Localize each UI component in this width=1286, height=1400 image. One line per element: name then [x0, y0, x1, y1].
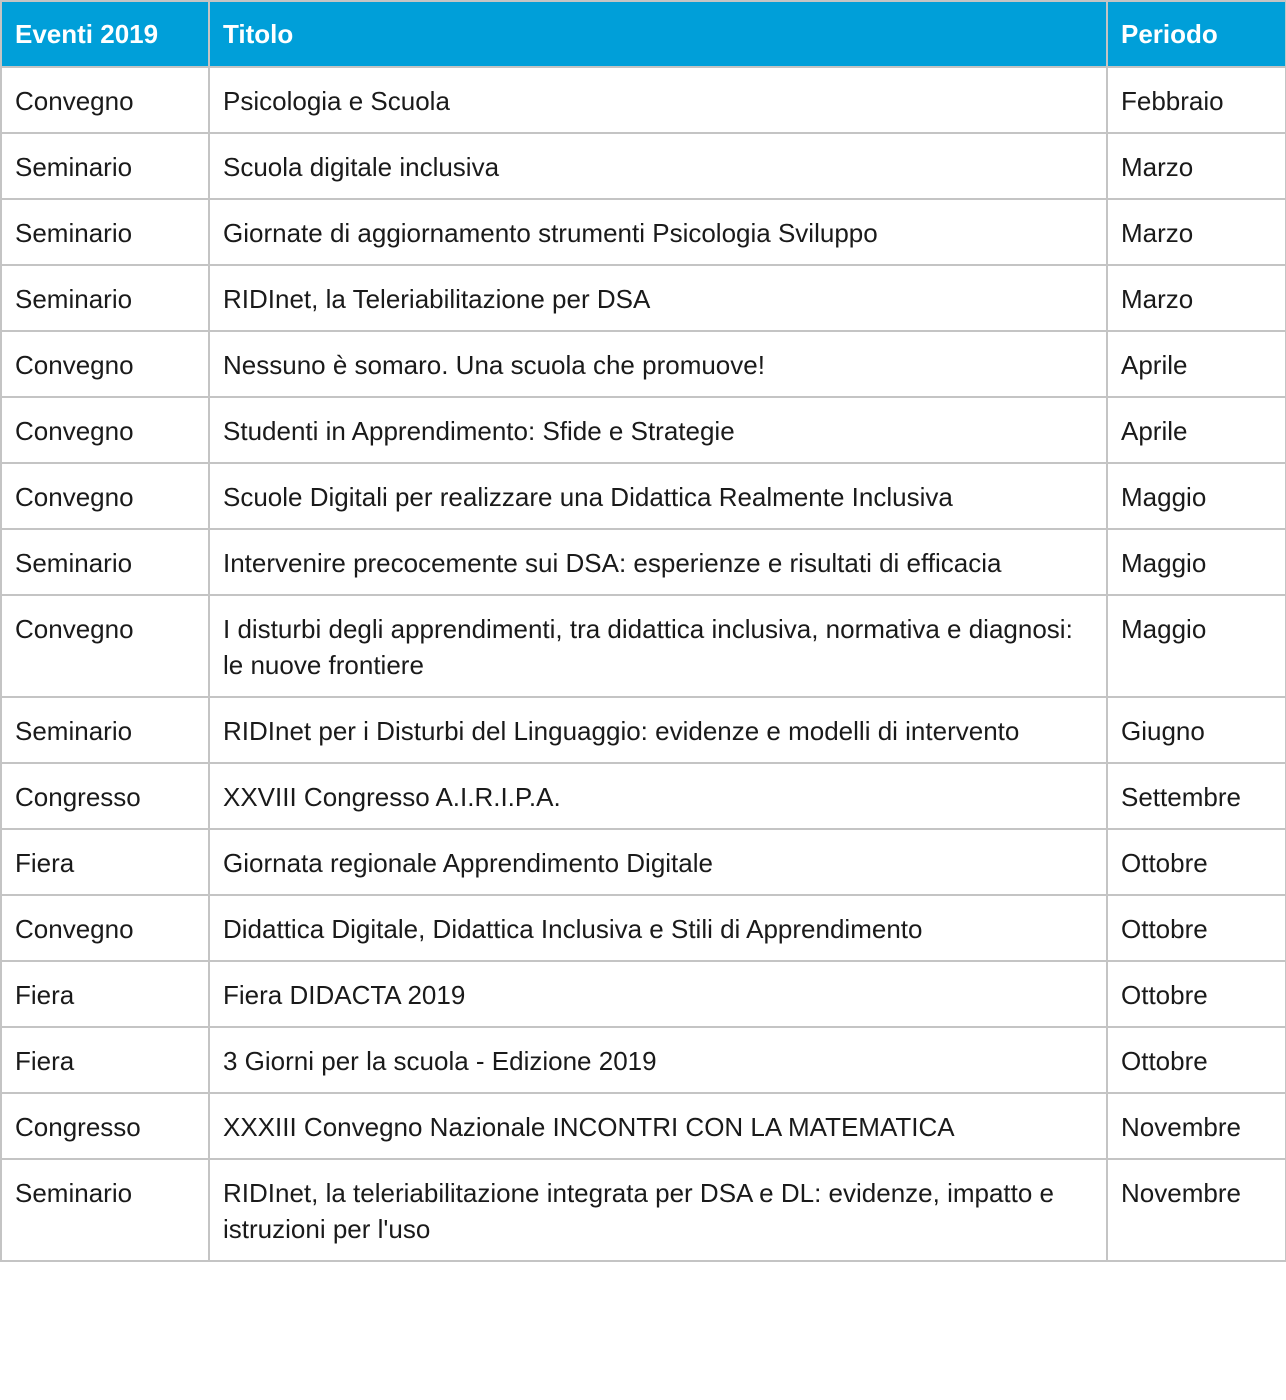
table-row — [1, 199, 1286, 265]
cell-title: Psicologia e Scuola — [209, 67, 1107, 133]
header-period: Periodo — [1107, 1, 1286, 67]
cell-period: Maggio — [1107, 529, 1286, 595]
cell-title: Nessuno è somaro. Una scuola che promuove! — [209, 331, 1107, 397]
cell-period: Aprile — [1107, 331, 1286, 397]
cell-period: Marzo — [1107, 265, 1286, 331]
table-row — [1, 463, 1286, 529]
cell-event-type: Fiera — [1, 1027, 209, 1093]
cell-period: Settembre — [1107, 763, 1286, 829]
cell-event-type: Congresso — [1, 1093, 209, 1159]
table-row — [1, 397, 1286, 463]
cell-event-type: Convegno — [1, 331, 209, 397]
cell-title: RIDInet, la Teleriabilitazione per DSA — [209, 265, 1107, 331]
cell-period: Marzo — [1107, 199, 1286, 265]
header-event-type: Eventi 2019 — [1, 1, 209, 67]
table-row — [1, 829, 1286, 895]
cell-period: Maggio — [1107, 463, 1286, 529]
table-row — [1, 67, 1286, 133]
cell-period: Febbraio — [1107, 67, 1286, 133]
cell-period: Novembre — [1107, 1093, 1286, 1159]
cell-title: I disturbi degli apprendimenti, tra didattica inclusiva, normativa e diagnosi: le nuove frontiere — [209, 595, 1107, 697]
table-row — [1, 1093, 1286, 1159]
cell-title: Didattica Digitale, Didattica Inclusiva e Stili di Apprendimento — [209, 895, 1107, 961]
cell-title: Fiera DIDACTA 2019 — [209, 961, 1107, 1027]
table-row — [1, 763, 1286, 829]
table-body — [1, 67, 1286, 1261]
cell-period: Novembre — [1107, 1159, 1286, 1261]
cell-title: Intervenire precocemente sui DSA: esperienze e risultati di efficacia — [209, 529, 1107, 595]
cell-period: Ottobre — [1107, 1027, 1286, 1093]
cell-event-type: Seminario — [1, 1159, 209, 1261]
table-row — [1, 697, 1286, 763]
cell-event-type: Congresso — [1, 763, 209, 829]
cell-title: Giornata regionale Apprendimento Digitale — [209, 829, 1107, 895]
table-row — [1, 265, 1286, 331]
cell-period: Ottobre — [1107, 961, 1286, 1027]
cell-event-type: Convegno — [1, 895, 209, 961]
table-row — [1, 1027, 1286, 1093]
cell-event-type: Convegno — [1, 595, 209, 697]
header-row — [1, 1, 1286, 67]
cell-event-type: Seminario — [1, 529, 209, 595]
cell-title: RIDInet per i Disturbi del Linguaggio: evidenze e modelli di intervento — [209, 697, 1107, 763]
cell-title: XXXIII Convegno Nazionale INCONTRI CON LA MATEMATICA — [209, 1093, 1107, 1159]
table-row — [1, 331, 1286, 397]
cell-title: RIDInet, la teleriabilitazione integrata per DSA e DL: evidenze, impatto e istruzioni per l'uso — [209, 1159, 1107, 1261]
header-title: Titolo — [209, 1, 1107, 67]
cell-period: Giugno — [1107, 697, 1286, 763]
cell-event-type: Convegno — [1, 397, 209, 463]
table-row — [1, 1159, 1286, 1261]
cell-title: Studenti in Apprendimento: Sfide e Strategie — [209, 397, 1107, 463]
cell-title: Giornate di aggiornamento strumenti Psicologia Sviluppo — [209, 199, 1107, 265]
cell-event-type: Convegno — [1, 463, 209, 529]
cell-title: Scuole Digitali per realizzare una Didattica Realmente Inclusiva — [209, 463, 1107, 529]
cell-period: Aprile — [1107, 397, 1286, 463]
cell-event-type: Seminario — [1, 199, 209, 265]
cell-event-type: Fiera — [1, 829, 209, 895]
cell-period: Ottobre — [1107, 829, 1286, 895]
table-row — [1, 961, 1286, 1027]
table-row — [1, 895, 1286, 961]
cell-period: Ottobre — [1107, 895, 1286, 961]
cell-period: Maggio — [1107, 595, 1286, 697]
table-row — [1, 133, 1286, 199]
cell-event-type: Seminario — [1, 133, 209, 199]
cell-event-type: Seminario — [1, 697, 209, 763]
cell-event-type: Convegno — [1, 67, 209, 133]
cell-event-type: Fiera — [1, 961, 209, 1027]
cell-title: XXVIII Congresso A.I.R.I.P.A. — [209, 763, 1107, 829]
cell-event-type: Seminario — [1, 265, 209, 331]
cell-title: 3 Giorni per la scuola - Edizione 2019 — [209, 1027, 1107, 1093]
cell-title: Scuola digitale inclusiva — [209, 133, 1107, 199]
table-row — [1, 595, 1286, 697]
table-header — [1, 1, 1286, 67]
table-row — [1, 529, 1286, 595]
cell-period: Marzo — [1107, 133, 1286, 199]
